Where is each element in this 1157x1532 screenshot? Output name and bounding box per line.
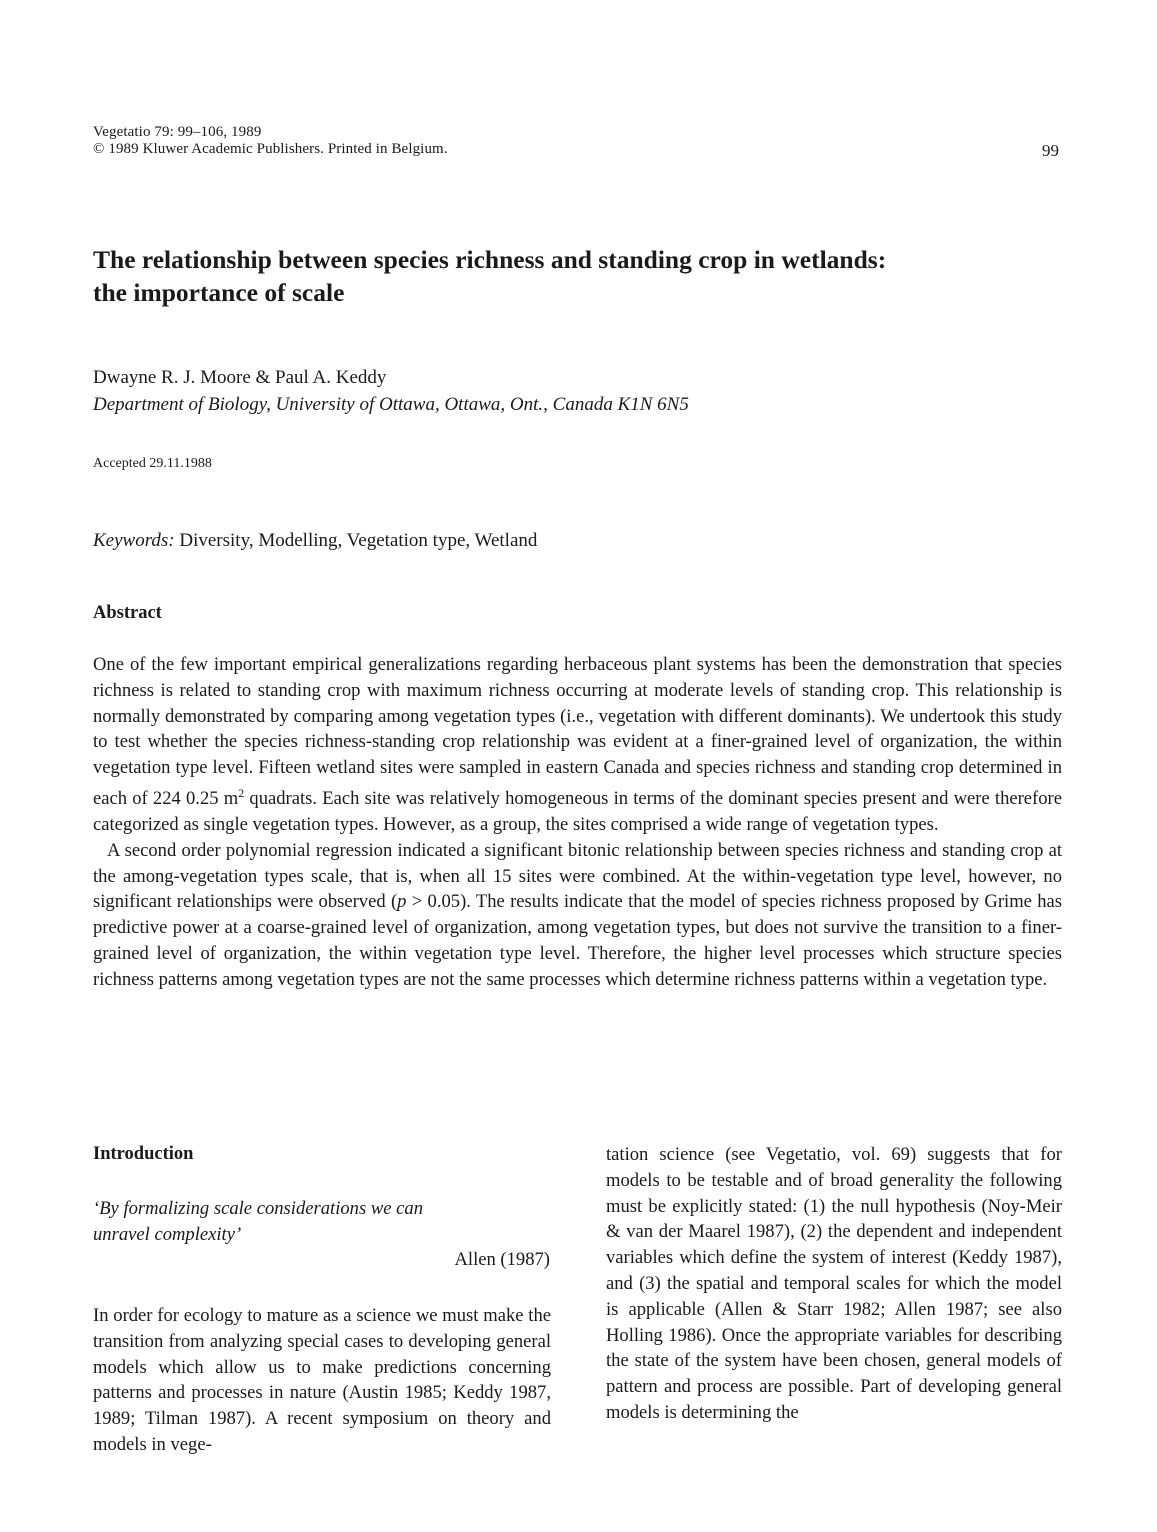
- keywords: [93, 530, 537, 552]
- intro-paragraph-continued: tation science (see Vegetatio, vol. 69) suggests that for models to be testable and of broad generality the following must be explicitly stated: (1) the null hypothesis (Noy-Meir & van der Maarel 1987), (2) the dependent and independent variables which define the system of interest (Keddy 1987), and (3) the spatial and temporal scales for which the model is applicable (Allen & Starr 1982; Allen 1987; see also Holling 1986). Once the appropriate variables for describing the state of the system have been chosen, general models of pattern and process are possible. Part of developing general models is determining the: [606, 1144, 1062, 1423]
- article-title: [93, 243, 1083, 309]
- superscript: 2: [238, 785, 245, 800]
- abstract-heading: Abstract: [93, 603, 162, 623]
- introduction-heading: Introduction: [93, 1144, 194, 1164]
- copyright-line: © 1989 Kluwer Academic Publishers. Printed in Belgium.: [93, 141, 448, 157]
- affiliation: Department of Biology, University of Ottawa, Ottawa, Ont., Canada K1N 6N5: [93, 394, 689, 415]
- abstract-paragraph-2: A second order polynomial regression indicated a significant bitonic relationship between species richness and standing crop at the among-vegetation types scale, that is, when all 15 sites were combined. At the within-vegetation type level, however, no significant relationships were observed (p > 0.05). The results indicate that the model of species richness proposed by Grime has predictive power at a coarse-grained level of organization, among vegetation types, but does not survive the transition to a finer-grained level of organization, the within vegetation type level. Therefore, the higher level processes which structure species richness patterns among vegetation types are not the same processes which determine richness patterns within a vegetation type.: [93, 839, 1062, 990]
- abstract-paragraph-1: One of the few important empirical generalizations regarding herbaceous plant systems has been the demonstration that species richness is related to standing crop with maximum richness occurring at moderate levels of standing crop. This relationship is normally demonstrated by comparing among vegetation types (i.e., vegetation with different dominants). We undertook this study to test whether the species richness-standing crop relationship was evident at a finer-grained level of organization, the within vegetation type level. Fifteen wetland sites were sampled in eastern Canada and species richness and standing crop determined in each of 224 0.25 $m^2$ quadrats. Each site was relatively homogeneous in terms of the dominant species present and were therefore categorized as single vegetation types. However, as a group, the sites comprised a wide range of vegetation types.: [93, 654, 1062, 835]
- page-number: 99: [1042, 141, 1059, 160]
- title-line-1: The relationship between species richness and standing crop in wetlands:: [93, 245, 887, 274]
- authors: Dwayne R. J. Moore & Paul A. Keddy: [93, 367, 387, 388]
- accepted-date: Accepted 29.11.1988: [93, 456, 212, 471]
- epigraph-quote: ‘By formalizing scale considerations we can unravel complexity’: [93, 1198, 423, 1245]
- intro-paragraph: In order for ecology to mature as a science we must make the transition from analyzing special cases to developing general models which allow us to make predictions concerning patterns and processes in nature (Austin 1985; Keddy 1987, 1989; Tilman 1987). A recent symposium on theory and models in vege-: [93, 1305, 551, 1455]
- abstract-body: [93, 652, 1062, 993]
- introduction-left-column: [93, 1303, 551, 1458]
- title-line-2: the importance of scale: [93, 278, 345, 307]
- epigraph-attribution: Allen (1987): [454, 1249, 550, 1270]
- keywords-label: Keywords:: [93, 530, 175, 551]
- keywords-value: Diversity, Modelling, Vegetation type, Wetland: [179, 530, 538, 551]
- journal-citation: Vegetatio 79: 99–106, 1989: [93, 124, 262, 140]
- introduction-right-column: [606, 1142, 1062, 1426]
